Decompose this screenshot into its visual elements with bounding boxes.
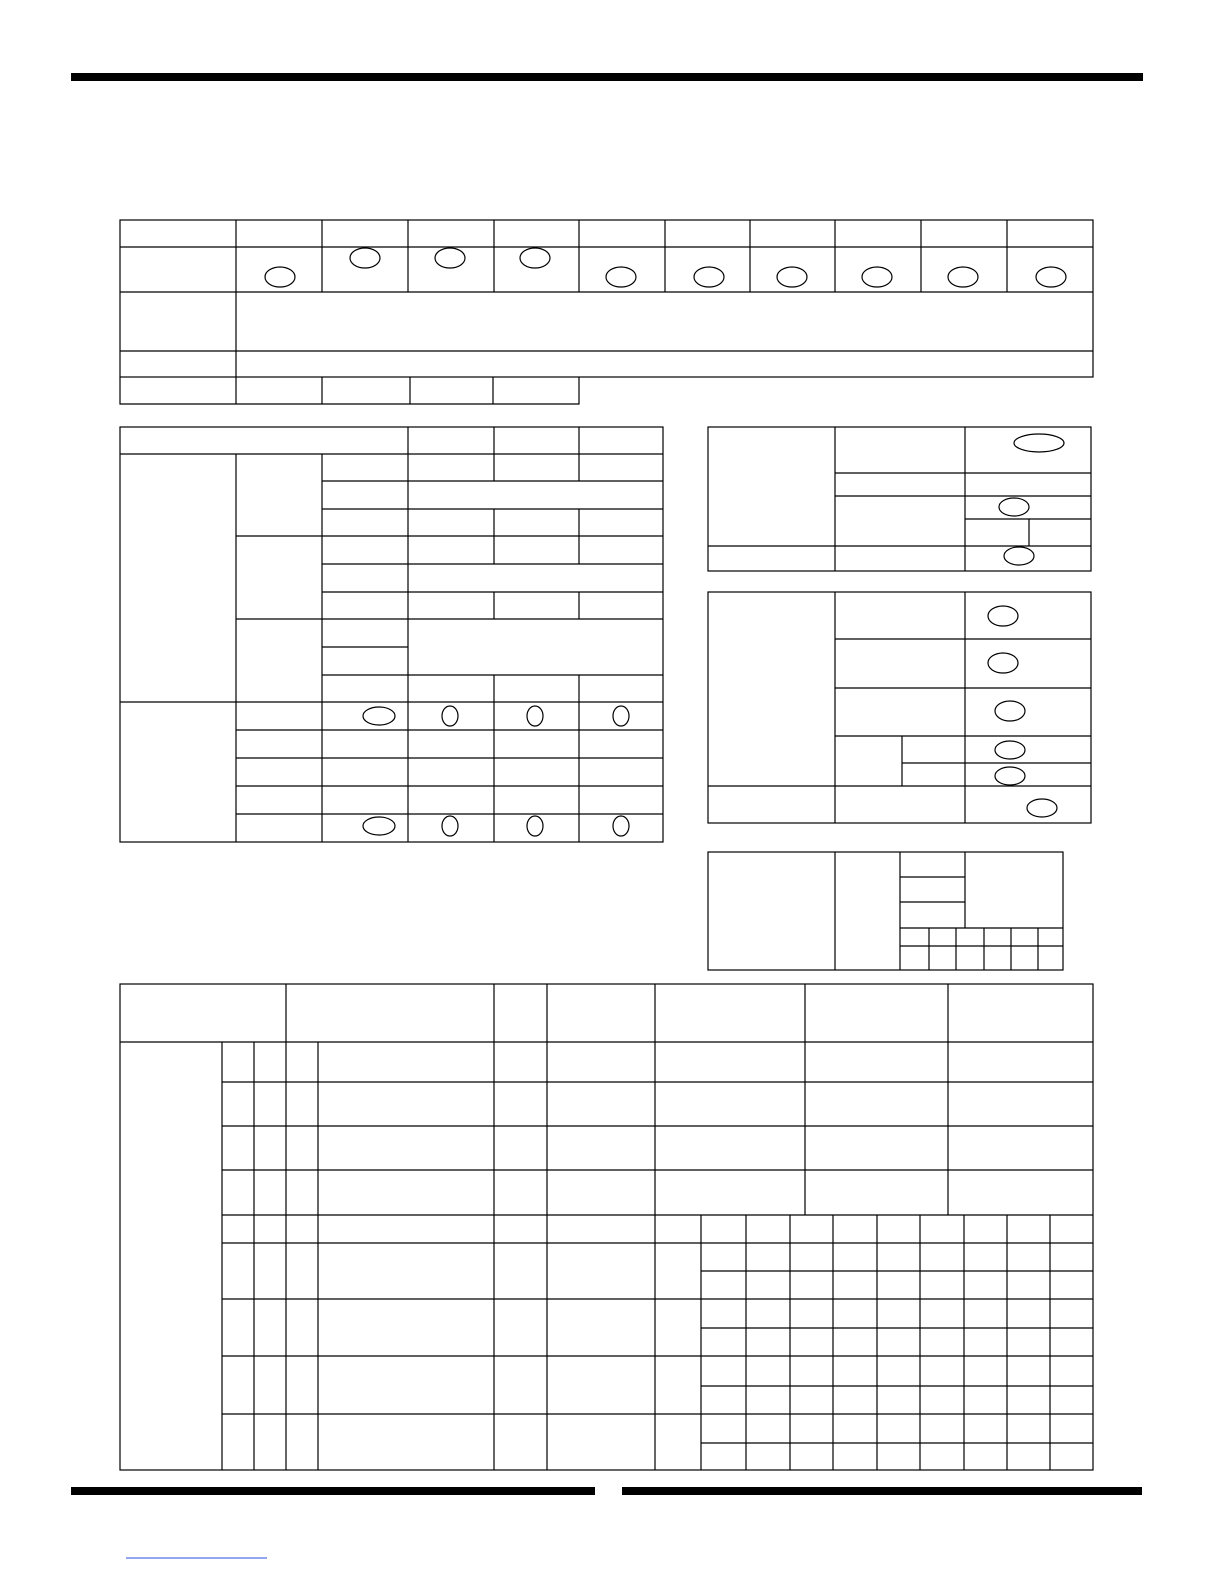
- attributes-table: [120, 220, 1093, 404]
- ellipse-mark-icon: [988, 606, 1057, 817]
- ellipse-mark-icon: [363, 706, 629, 836]
- footer-rule: [71, 1487, 1142, 1495]
- ellipse-mark-icon: [999, 434, 1064, 565]
- top-rule: [71, 73, 1143, 81]
- bottom-table: [120, 984, 1093, 1470]
- pins-table: [120, 427, 663, 842]
- pulse-table: [708, 592, 1091, 823]
- small-table: [708, 852, 1063, 970]
- sdo-table: [708, 427, 1091, 571]
